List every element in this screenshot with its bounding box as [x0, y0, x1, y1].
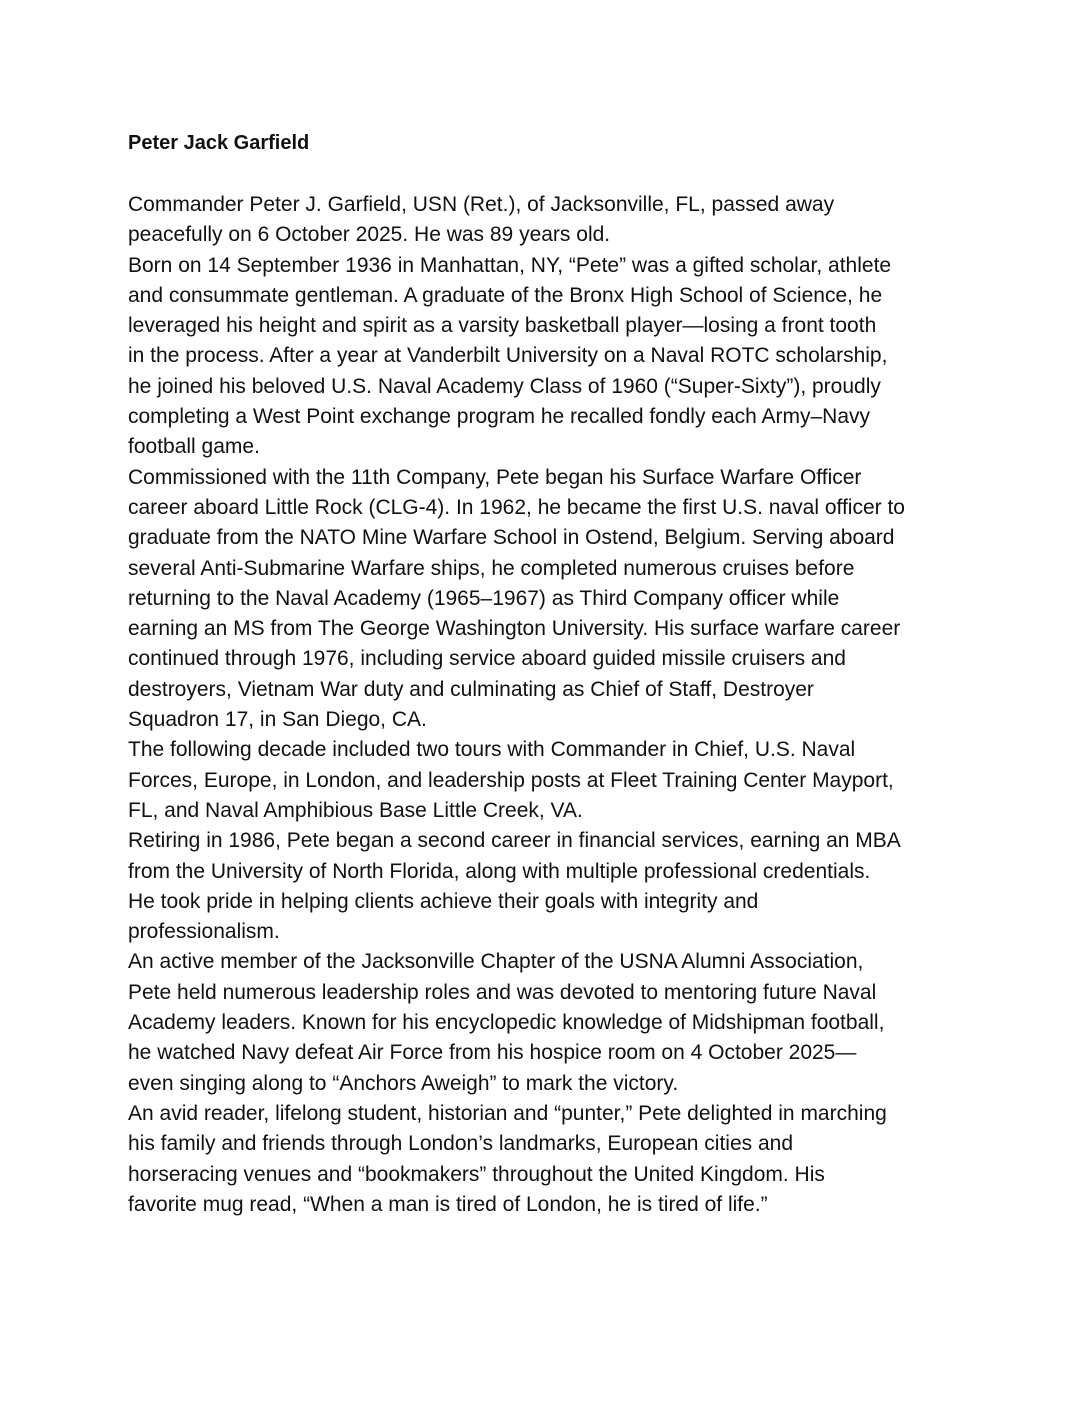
text-line: He took pride in helping clients achieve their goals with integrity and [128, 889, 759, 913]
paragraph [128, 463, 968, 736]
text-line: Pete held numerous leadership roles and was devoted to mentoring future Naval [128, 980, 877, 1004]
text-line: and consummate gentleman. A graduate of the Bronx High School of Science, he [128, 283, 883, 307]
text-line: destroyers, Vietnam War duty and culminating as Chief of Staff, Destroyer [128, 677, 814, 701]
text-line: favorite mug read, “When a man is tired of London, he is tired of life.” [128, 1192, 768, 1216]
text-line: several Anti-Submarine Warfare ships, he completed numerous cruises before [128, 556, 855, 580]
document-body [128, 190, 968, 1220]
text-line: Retiring in 1986, Pete began a second career in financial services, earning an MBA [128, 829, 901, 853]
paragraph [128, 190, 968, 251]
text-line: his family and friends through London’s landmarks, European cities and [128, 1132, 794, 1156]
text-line: leveraged his height and spirit as a varsity basketball player—losing a front tooth [128, 314, 877, 338]
paragraph [128, 735, 968, 826]
text-line: career aboard Little Rock (CLG-4). In 1962, he became the first U.S. naval officer to [128, 495, 905, 519]
text-line: peacefully on 6 October 2025. He was 89 years old. [128, 223, 611, 247]
paragraph [128, 947, 968, 1098]
text-line: An active member of the Jacksonville Chapter of the USNA Alumni Association, [128, 950, 864, 974]
text-line: Commander Peter J. Garfield, USN (Ret.), of Jacksonville, FL, passed away [128, 193, 835, 216]
text-line: horseracing venues and “bookmakers” throughout the United Kingdom. His [128, 1162, 825, 1186]
text-line: even singing along to “Anchors Aweigh” to mark the victory. [128, 1071, 679, 1095]
text-line: Born on 14 September 1936 in Manhattan, NY, “Pete” was a gifted scholar, athlete [128, 253, 892, 277]
text-line: graduate from the NATO Mine Warfare School in Ostend, Belgium. Serving aboard [128, 526, 895, 550]
paragraph [128, 251, 968, 463]
text-line: he joined his beloved U.S. Naval Academy Class of 1960 (“Super-Sixty”), proudly [128, 374, 881, 398]
document-title: Peter Jack Garfield [128, 132, 310, 154]
text-line: Commissioned with the 11th Company, Pete began his Surface Warfare Officer [128, 465, 862, 489]
paragraph [128, 826, 968, 947]
text-line: in the process. After a year at Vanderbilt University on a Naval ROTC scholarship, [128, 344, 888, 368]
text-line: An avid reader, lifelong student, historian and “punter,” Pete delighted in marching [128, 1101, 887, 1125]
text-line: returning to the Naval Academy (1965–1967) as Third Company officer while [128, 586, 840, 610]
document-page [128, 128, 968, 1220]
text-line: from the University of North Florida, along with multiple professional credentials. [128, 859, 871, 883]
text-line: completing a West Point exchange program he recalled fondly each Army–Navy [128, 405, 871, 429]
text-line: FL, and Naval Amphibious Base Little Creek, VA. [128, 798, 583, 822]
text-line: Squadron 17, in San Diego, CA. [128, 708, 427, 732]
text-line: Forces, Europe, in London, and leadership posts at Fleet Training Center Mayport, [128, 768, 894, 792]
text-line: continued through 1976, including service aboard guided missile cruisers and [128, 647, 846, 671]
text-line: earning an MS from The George Washington University. His surface warfare career [128, 617, 901, 641]
text-line: professionalism. [128, 920, 280, 944]
text-line: Academy leaders. Known for his encyclopedic knowledge of Midshipman football, [128, 1011, 885, 1035]
text-line: he watched Navy defeat Air Force from his hospice room on 4 October 2025— [128, 1041, 857, 1065]
paragraph [128, 1099, 968, 1220]
text-line: football game. [128, 435, 260, 459]
text-line: The following decade included two tours with Commander in Chief, U.S. Naval [128, 738, 856, 762]
